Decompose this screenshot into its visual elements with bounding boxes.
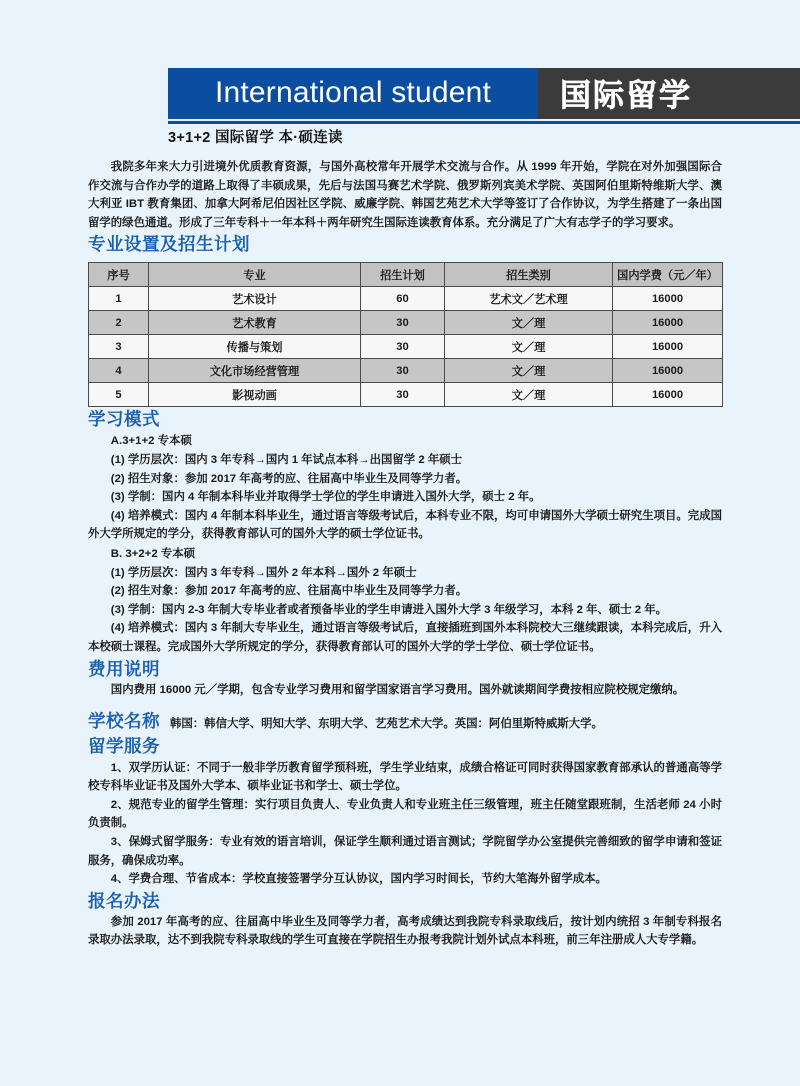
cell-category: 文／理: [445, 335, 613, 359]
table-col-header-category: 招生类别: [445, 263, 613, 287]
cell-major: 文化市场经营管理: [149, 359, 361, 383]
content-column: [88, 158, 722, 950]
table-col-header-plan: 招生计划: [361, 263, 445, 287]
schools-text: 韩国：韩信大学、明知大学、东明大学、艺苑艺术大学。英国：阿伯里斯特威斯大学。: [170, 718, 603, 731]
cell-no: 4: [89, 359, 149, 383]
service-item: 2、规范专业的留学生管理：实行项目负责人、专业负责人和专业班主任三级管理，班主任随堂跟班制，生活老师 24 小时负责制。: [88, 798, 722, 830]
plan-a-item: (1) 学历层次：国内 3 年专科→国内 1 年试点本科→出国留学 2 年硕士: [110, 453, 463, 466]
services-list: [88, 759, 722, 889]
plan-a-item: (4) 培养模式：国内 4 年制本科毕业生，通过语言等级考试后，本科专业不限，均可申请国外大学硕士研究生项目。完成国外大学所规定的学分，获得教育部认可的国外大学的硕士学位证书。: [88, 509, 722, 541]
plan-b-item: (4) 培养模式：国内 3 年制大专毕业生，通过语言等级考试后，直接插班到国外本科院校大三继续跟读，本科完成后，升入本校硕士课程。完成国外大学所规定的学分，获得教育部认可的国外大学的学士学位、硕士学位证书。: [88, 622, 722, 653]
banner-chinese-title: 国际留学: [560, 78, 692, 113]
banner-english-title: International student: [214, 75, 492, 109]
cell-no: 1: [89, 287, 149, 311]
header-subtitle: 3+1+2 国际留学 本·硕连读: [168, 130, 343, 146]
cell-plan: 30: [361, 359, 445, 383]
study-mode-plan-b: [88, 545, 722, 657]
cell-major: 影视动画: [149, 383, 361, 407]
cell-plan: 60: [361, 287, 445, 311]
study-mode-plan-a: [88, 432, 722, 544]
banner-underline-rule: [168, 121, 800, 124]
banner-chinese-section: [538, 68, 800, 119]
header-banner: [168, 68, 800, 119]
cell-plan: 30: [361, 311, 445, 335]
cell-fee: 16000: [613, 383, 723, 407]
plan-a-item: (2) 招生对象：参加 2017 年高考的应、往届高中毕业生及同等学力者。: [110, 472, 468, 485]
table-row: [89, 335, 723, 359]
plan-a-label: A.3+1+2 专本硕: [110, 435, 192, 448]
enrollment-plan-table: [88, 262, 723, 407]
service-item: 1、双学历认证：不同于一般非学历教育留学预科班，学生学业结束，成绩合格证可同时获得国家教育部承认的普通高等学校专科毕业证书及国外大学本、硕毕业证书和学士、硕士学位。: [88, 761, 722, 793]
application-paragraph: 参加 2017 年高考的应、往届高中毕业生及同等学力者，高考成绩达到我院专科录取线后，按计划内统招 3 年制专科报名录取办法录取，达不到我院专科录取线的学生可直接在学院招生办报考我院计划外试点本科班，前三年注册成人大专学籍。: [88, 915, 722, 947]
banner-english-section: [168, 68, 538, 119]
table-row: [89, 287, 723, 311]
section-heading-fees: 费用说明: [88, 658, 160, 679]
plan-b-label: B. 3+2+2 专本硕: [110, 547, 195, 560]
cell-fee: 16000: [613, 359, 723, 383]
cell-fee: 16000: [613, 335, 723, 359]
service-item: 4、学费合理、节省成本：学校直接签署学分互认协议，国内学习时间长，节约大笔海外留学成本。: [110, 873, 607, 886]
cell-major: 艺术设计: [149, 287, 361, 311]
cell-category: 文／理: [445, 383, 613, 407]
table-row: [89, 311, 723, 335]
section-heading-services: 留学服务: [88, 735, 160, 756]
cell-category: 文／理: [445, 311, 613, 335]
table-row: [89, 383, 723, 407]
cell-plan: 30: [361, 335, 445, 359]
table-col-header-no: 序号: [89, 263, 149, 287]
schools-section: [88, 710, 722, 734]
table-col-header-major: 专业: [149, 263, 361, 287]
table-header-row: [89, 263, 723, 287]
cell-major: 艺术教育: [149, 311, 361, 335]
cell-plan: 30: [361, 383, 445, 407]
plan-a-item: (3) 学制：国内 4 年制本科毕业并取得学士学位的学生申请进入国外大学，硕士 2 年。: [110, 491, 541, 504]
section-heading-study-mode: 学习模式: [88, 409, 160, 430]
plan-b-item: (3) 学制：国内 2-3 年制大专毕业者或者预备毕业的学生申请进入国外大学 3 年级学习，本科 2 年、硕士 2 年。: [110, 603, 668, 616]
intro-paragraph: 我院多年来大力引进境外优质教育资源，与国外高校常年开展学术交流与合作。从 1999 年开始，学院在对外加强国际合作交流与合作办学的道路上取得了丰硕成果，先后与法国马赛艺术学院、俄罗斯列宾美术学院、英国阿伯里斯特维斯大学、澳大利亚 IBT 教育集团、加拿大阿希尼伯因社区学院、威廉学院、韩国艺苑艺术大学等签订了合作协议，为学生搭建了一条出国留学的绿色通道。形成了三年专科＋一年本科＋两年研究生国际连读教育体系。充分满足了广大有志学子的学习要求。: [88, 161, 722, 229]
section-heading-schools: 学校名称: [88, 711, 160, 732]
section-heading-application: 报名办法: [88, 890, 160, 911]
cell-category: 艺术文／艺术理: [445, 287, 613, 311]
table-row: [89, 359, 723, 383]
cell-no: 5: [89, 383, 149, 407]
table-col-header-fee: 国内学费（元／年）: [613, 263, 723, 287]
section-heading-majors: 专业设置及招生计划: [88, 234, 250, 255]
cell-major: 传播与策划: [149, 335, 361, 359]
cell-no: 2: [89, 311, 149, 335]
service-item: 3、保姆式留学服务：专业有效的语言培训，保证学生顺利通过语言测试；学院留学办公室提供完善细致的留学申请和签证服务，确保成功率。: [88, 836, 722, 867]
plan-b-item: (1) 学历层次：国内 3 年专科→国外 2 年本科→国外 2 年硕士: [110, 566, 417, 579]
fees-paragraph: 国内费用 16000 元／学期，包含专业学习费用和留学国家语言学习费用。国外就读期间学费按相应院校规定缴纳。: [110, 683, 685, 696]
plan-b-item: (2) 招生对象：参加 2017 年高考的应、往届高中毕业生及同等学力者。: [110, 585, 468, 598]
cell-fee: 16000: [613, 311, 723, 335]
cell-no: 3: [89, 335, 149, 359]
cell-fee: 16000: [613, 287, 723, 311]
cell-category: 文／理: [445, 359, 613, 383]
